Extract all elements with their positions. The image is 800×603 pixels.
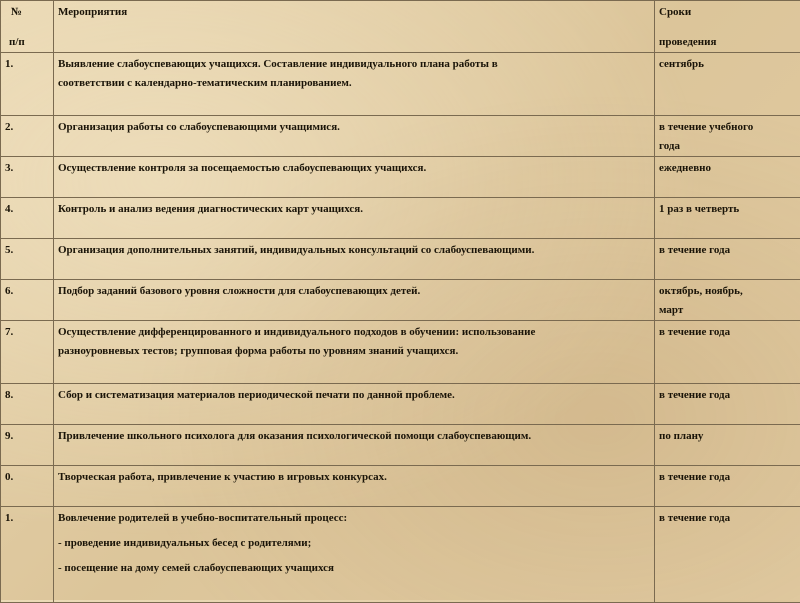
table-row — [1, 425, 800, 466]
row-term — [655, 384, 800, 425]
header-num-cell — [1, 1, 54, 53]
row-event — [54, 425, 655, 466]
row-event — [54, 321, 655, 384]
row-number: 6. — [1, 280, 54, 321]
row-term-line: ежедневно — [659, 159, 796, 178]
row-term-line: в течение года — [659, 241, 796, 260]
row-term-line: в течение учебного — [659, 118, 796, 137]
header-row — [1, 1, 800, 53]
table-row — [1, 280, 800, 321]
row-event-line: Организация работы со слабоуспевающими учащимися. — [58, 118, 650, 137]
row-event — [54, 507, 655, 603]
row-number: 2. — [1, 116, 54, 157]
table-row — [1, 157, 800, 198]
row-term-line: в течение года — [659, 386, 796, 405]
row-term — [655, 198, 800, 239]
row-term — [655, 157, 800, 198]
row-number: 3. — [1, 157, 54, 198]
row-number: 1. — [1, 507, 54, 603]
row-event — [54, 280, 655, 321]
row-term-line: март — [659, 301, 796, 320]
row-event-line: Осуществление дифференцированного и индивидуального подходов в обучении: использование — [58, 323, 650, 342]
header-term-cell — [655, 1, 800, 53]
row-term-line: года — [659, 137, 796, 156]
row-term-line: в течение года — [659, 323, 796, 342]
row-term — [655, 116, 800, 157]
row-event-line: разноуровневых тестов; групповая форма работы по уровням знаний учащихся. — [58, 342, 650, 361]
row-number: 1. — [1, 53, 54, 116]
row-term-line: октябрь, ноябрь, — [659, 282, 796, 301]
row-event-subitem: - посещение на дому семей слабоуспевающих учащихся — [58, 559, 650, 578]
row-term-line: в течение года — [659, 468, 796, 487]
row-event-line: Осуществление контроля за посещаемостью слабоуспевающих учащихся. — [58, 159, 650, 178]
row-event-line: соответствии с календарно-тематическим планированием. — [58, 74, 650, 93]
row-term — [655, 425, 800, 466]
table-row — [1, 507, 800, 603]
table-row — [1, 198, 800, 239]
row-number: 8. — [1, 384, 54, 425]
row-event — [54, 157, 655, 198]
row-event — [54, 466, 655, 507]
table-row — [1, 384, 800, 425]
table-row — [1, 239, 800, 280]
row-term — [655, 466, 800, 507]
row-event — [54, 198, 655, 239]
header-term-label: Сроки — [659, 3, 796, 22]
row-event — [54, 239, 655, 280]
header-term-sub-label: проведения — [659, 33, 796, 52]
row-number: 5. — [1, 239, 54, 280]
header-events-label: Мероприятия — [58, 3, 650, 22]
row-event-subitem: - проведение индивидуальных бесед с родителями; — [58, 534, 650, 553]
table-row — [1, 321, 800, 384]
row-event-line: Контроль и анализ ведения диагностических карт учащихся. — [58, 200, 650, 219]
row-number: 9. — [1, 425, 54, 466]
row-term-line: 1 раз в четверть — [659, 200, 796, 219]
row-number: 0. — [1, 466, 54, 507]
row-term — [655, 321, 800, 384]
row-event-line: Творческая работа, привлечение к участию в игровых конкурсах. — [58, 468, 650, 487]
row-term-line: в течение года — [659, 509, 796, 528]
row-event — [54, 116, 655, 157]
row-event-line: Сбор и систематизация материалов периодической печати по данной проблеме. — [58, 386, 650, 405]
row-event-line: Выявление слабоуспевающих учащихся. Составление индивидуального плана работы в — [58, 55, 650, 74]
row-event-line: Подбор заданий базового уровня сложности для слабоуспевающих детей. — [58, 282, 650, 301]
row-term-line: по плану — [659, 427, 796, 446]
row-number: 7. — [1, 321, 54, 384]
row-event — [54, 384, 655, 425]
row-event — [54, 53, 655, 116]
table-row — [1, 466, 800, 507]
row-term — [655, 507, 800, 603]
header-num-sub-label: п/п — [5, 33, 49, 52]
row-number: 4. — [1, 198, 54, 239]
table-row — [1, 116, 800, 157]
header-num-label: № — [5, 3, 49, 22]
row-term — [655, 53, 800, 116]
row-event-line: Организация дополнительных занятий, индивидуальных консультаций со слабоуспевающими. — [58, 241, 650, 260]
row-term — [655, 280, 800, 321]
header-events-cell — [54, 1, 655, 53]
row-event-line: Вовлечение родителей в учебно-воспитательный процесс: — [58, 509, 650, 528]
row-term-line: сентябрь — [659, 55, 796, 74]
row-event-line: Привлечение школьного психолога для оказания психологической помощи слабоуспевающим. — [58, 427, 650, 446]
row-term — [655, 239, 800, 280]
table-row — [1, 53, 800, 116]
